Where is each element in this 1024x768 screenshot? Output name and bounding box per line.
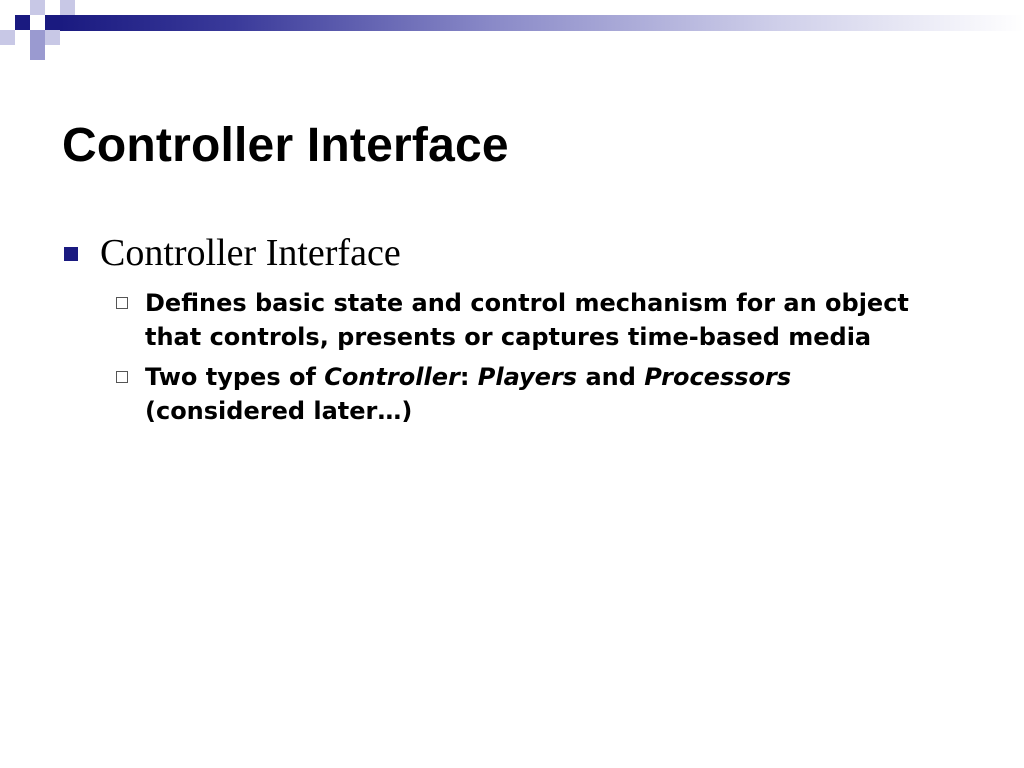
- decorative-square: [45, 15, 60, 30]
- sub-bullet-item: [116, 360, 916, 428]
- hollow-square-bullet-icon: [116, 297, 128, 309]
- slide-title: Controller Interface: [62, 119, 509, 172]
- sub-bullet-text: [145, 360, 916, 428]
- text-span: :: [459, 363, 478, 391]
- bullet-item: [64, 231, 401, 275]
- italic-term-players: Players: [477, 363, 578, 391]
- decorative-square: [30, 30, 45, 45]
- decorative-square: [30, 45, 45, 60]
- decorative-square: [60, 0, 75, 15]
- sub-bullet-text: Defines basic state and control mechanism for an object that controls, presents or captures time-based media: [145, 289, 909, 351]
- text-span: Two types of: [145, 363, 325, 391]
- text-span: and: [577, 363, 645, 391]
- filled-square-bullet-icon: [64, 247, 78, 261]
- header-gradient-bar: [60, 15, 1024, 31]
- decorative-square: [30, 0, 45, 15]
- decorative-square: [0, 30, 15, 45]
- decorative-square: [45, 30, 60, 45]
- hollow-square-bullet-icon: [116, 371, 128, 383]
- sub-bullet-item: [116, 286, 916, 354]
- italic-term-processors: Processors: [644, 363, 792, 391]
- bullet-text: Controller Interface: [100, 232, 401, 274]
- italic-term-controller: Controller: [324, 363, 460, 391]
- text-span: (considered later…): [145, 397, 413, 425]
- decorative-square: [15, 15, 30, 30]
- sub-bullet-list: [116, 286, 916, 434]
